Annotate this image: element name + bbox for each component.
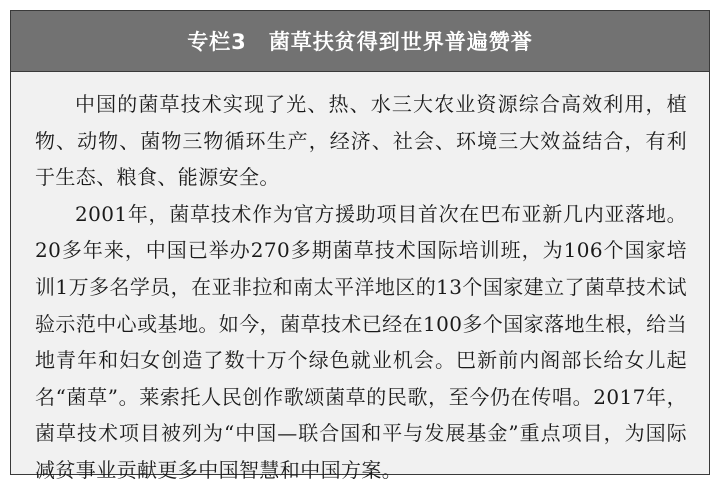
paragraph-2: 2001年，菌草技术作为官方援助项目首次在巴布亚新几内亚落地。20多年来，中国已举办270多期菌草技术国际培训班，为106个国家培训1万多名学员，在亚非拉和南太平洋地区的13个国家建立了菌草技术试验示范中心或基地。如今，菌草技术已经在100多个国家落地生根，给当地青年和妇女创造了数十万个绿色就业机会。巴新前内阁部长给女儿起名“菌草”。莱索托人民创作歌颂菌草的民歌，至今仍在传唱。2017年，菌草技术项目被列为“中国—联合国和平与发展基金”重点项目，为国际减贫事业贡献更多中国智慧和中国方案。 [35, 201, 687, 482]
box-label: 专栏3 [187, 30, 247, 54]
paragraph-1: 中国的菌草技术实现了光、热、水三大农业资源综合高效利用，植物、动物、菌物三物循环生产，经济、社会、环境三大效益结合，有利于生态、粮食、能源安全。 [35, 92, 687, 190]
box-title-bar [11, 11, 709, 72]
info-box [10, 10, 710, 482]
box-body [11, 72, 709, 489]
box-title: 菌草扶贫得到世界普遍赞誉 [268, 30, 533, 54]
